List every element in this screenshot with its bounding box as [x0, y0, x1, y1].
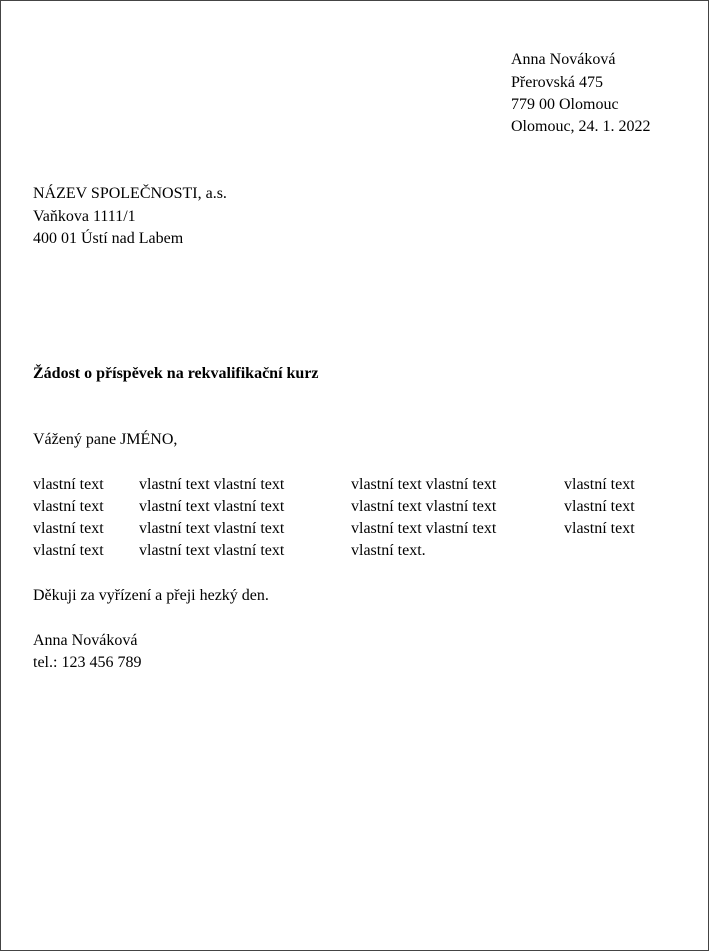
- recipient-company: NÁZEV SPOLEČNOSTI, a.s.: [33, 185, 227, 202]
- body-text-segment: vlastní text vlastní text: [139, 520, 285, 537]
- body-text-segment: vlastní text: [33, 476, 104, 493]
- body-text-segment: vlastní text vlastní text: [139, 498, 285, 515]
- body-text-segment: vlastní text: [33, 498, 104, 515]
- body-text-segment: vlastní text: [33, 520, 104, 537]
- body-text-segment: vlastní text vlastní text: [351, 498, 497, 515]
- sender-city: 779 00 Olomouc: [511, 96, 619, 113]
- letter-greeting: Vážený pane JMÉNO,: [33, 431, 178, 448]
- recipient-street: Vaňkova 1111/1: [33, 208, 136, 225]
- body-line: [33, 496, 673, 518]
- body-text-segment: vlastní text: [33, 542, 104, 559]
- letter-body: [33, 474, 673, 562]
- sender-street: Přerovská 475: [511, 74, 603, 91]
- body-text-segment: vlastní text vlastní text: [351, 476, 497, 493]
- letter-closing: Děkuji za vyřízení a přeji hezký den.: [33, 587, 269, 604]
- sender-place-date: Olomouc, 24. 1. 2022: [511, 118, 651, 135]
- body-line: [33, 518, 673, 540]
- body-line: [33, 474, 673, 496]
- body-line: [33, 540, 673, 562]
- body-text-segment: vlastní text vlastní text: [139, 542, 285, 559]
- body-text-segment: vlastní text vlastní text: [139, 476, 285, 493]
- body-text-segment: vlastní text.: [351, 542, 426, 559]
- signature-name: Anna Nováková: [33, 632, 138, 649]
- body-text-segment: vlastní text vlastní text: [351, 520, 497, 537]
- recipient-city: 400 01 Ústí nad Labem: [33, 230, 184, 247]
- body-text-segment: vlastní text: [564, 520, 635, 537]
- body-text-segment: vlastní text: [564, 476, 635, 493]
- letter-subject: Žádost o příspěvek na rekvalifikační kurz: [33, 365, 319, 382]
- body-text-segment: vlastní text: [564, 498, 635, 515]
- sender-name: Anna Nováková: [511, 51, 616, 68]
- signature-phone: tel.: 123 456 789: [33, 654, 142, 671]
